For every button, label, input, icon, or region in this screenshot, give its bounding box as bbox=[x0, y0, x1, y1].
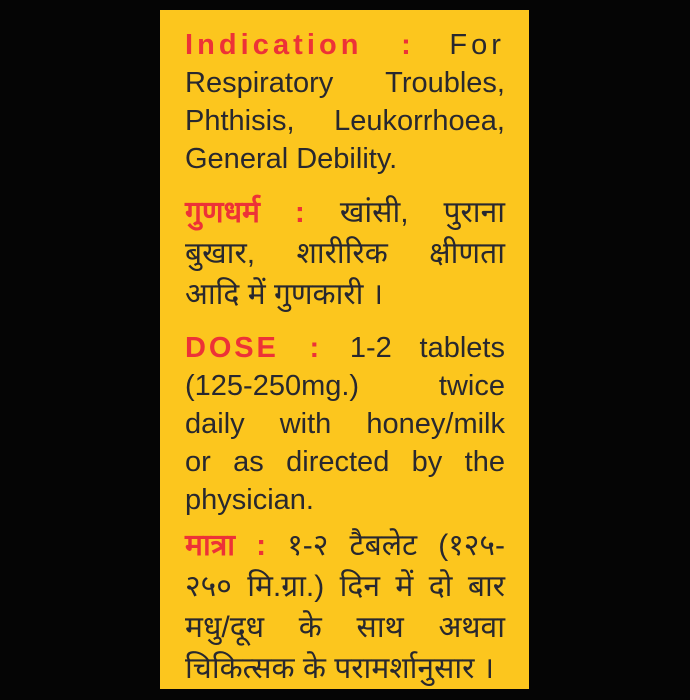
text-line bbox=[185, 525, 505, 566]
text-line: बुखार, शारीरिक क्षीणता bbox=[185, 237, 505, 270]
gunadharma-hindi-paragraph bbox=[185, 192, 505, 315]
gunadharma-hindi-text: खांसी, पुराना bbox=[339, 196, 505, 229]
text-line bbox=[185, 329, 505, 367]
text-line: २५० मि.ग्रा.) दिन में दो बार bbox=[185, 570, 505, 603]
indication-english-text: For bbox=[449, 29, 505, 61]
indication-english-paragraph bbox=[185, 26, 505, 178]
text-line: General Debility. bbox=[185, 143, 398, 175]
text-line: आदि में गुणकारी । bbox=[185, 278, 384, 311]
text-line bbox=[185, 26, 505, 64]
text-line: (125-250mg.) twice bbox=[185, 370, 505, 402]
text-line: Phthisis, Leukorrhoea, bbox=[185, 105, 505, 137]
gunadharma-hindi-term: गुणधर्म : bbox=[185, 196, 305, 229]
text-line bbox=[185, 192, 505, 233]
indication-english-term: Indication : bbox=[185, 29, 415, 61]
text-line: daily with honey/milk bbox=[185, 408, 505, 440]
matra-hindi-text: १-२ टैबलेट (१२५- bbox=[287, 529, 505, 562]
matra-hindi-term: मात्रा : bbox=[185, 529, 267, 562]
dose-english-paragraph bbox=[185, 329, 505, 519]
text-line: मधु/दूध के साथ अथवा bbox=[185, 611, 505, 644]
dose-english-text: 1-2 tablets bbox=[349, 332, 505, 364]
text-line: physician. bbox=[185, 484, 314, 516]
text-line: चिकित्सक के परामर्शानुसार । bbox=[185, 652, 495, 685]
dose-english-term: DOSE : bbox=[185, 332, 323, 364]
text-line: or as directed by the bbox=[185, 446, 505, 478]
text-line: Respiratory Troubles, bbox=[185, 67, 505, 99]
matra-hindi-paragraph bbox=[185, 525, 505, 689]
label-panel bbox=[160, 10, 529, 689]
